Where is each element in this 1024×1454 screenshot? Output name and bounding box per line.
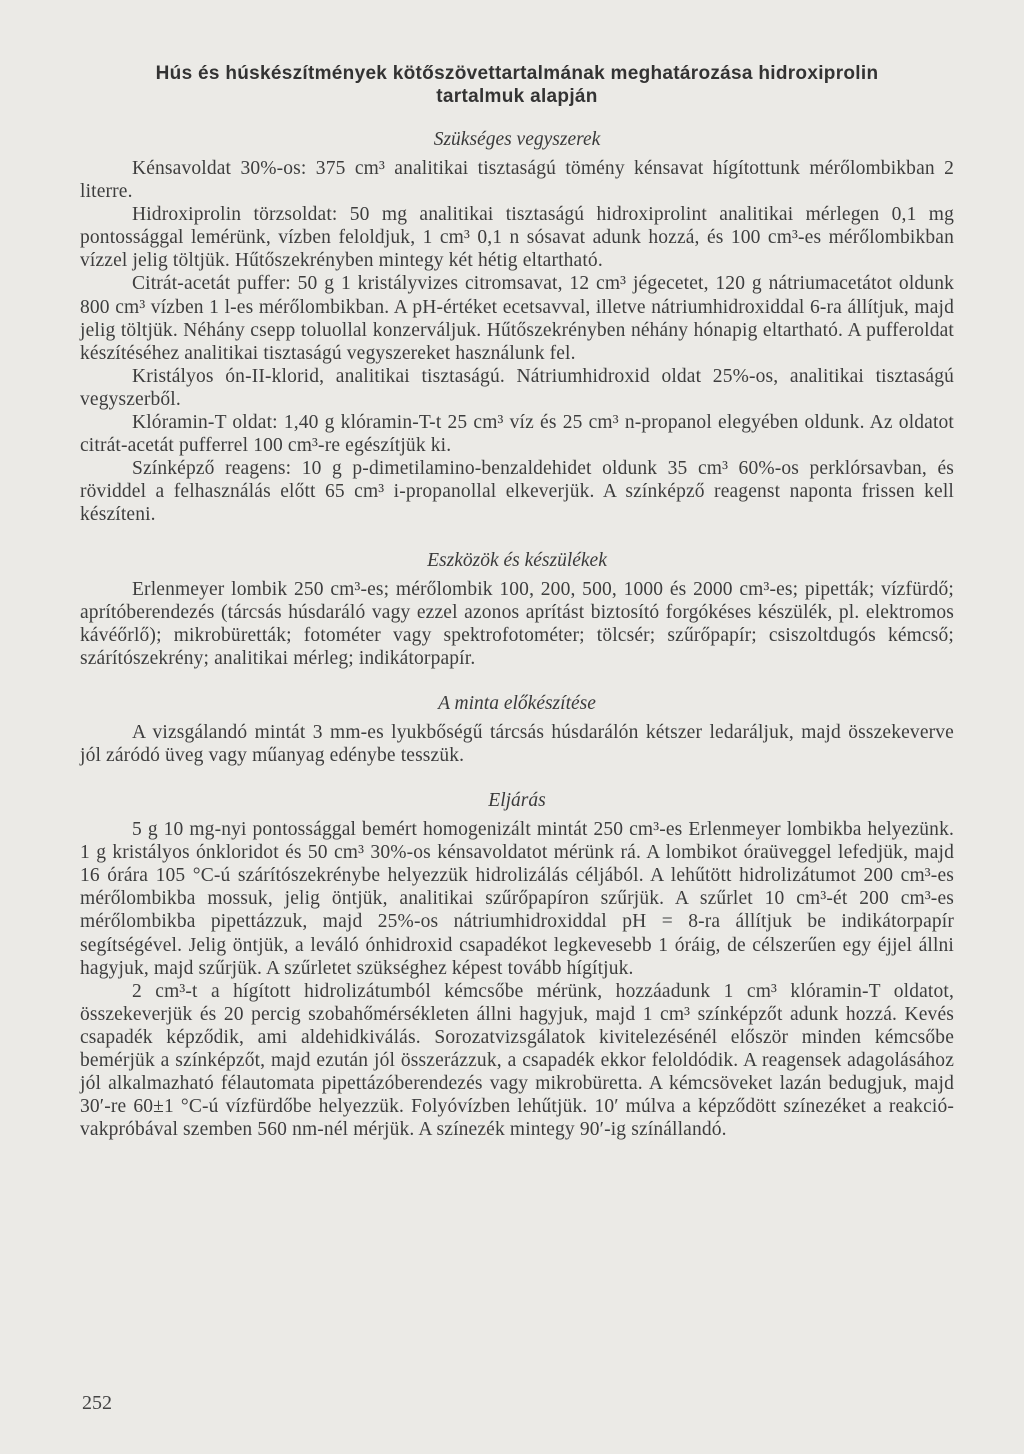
paragraph: 5 g 10 mg-nyi pontossággal bemért homogenizált mintát 250 cm³-es Erlenmeyer lombikba helyezünk. 1 g kristályos ónkloridot és 50 cm³ 30%-os kénsavoldatot mérünk rá. A lombikot óraüveggel lefedjük, majd 16 órára 105 °C-ú szárítószekrénybe helyezzük hidrolizálás céljából. A lehűtött hidrolizátumot 200 cm³-es mérőlombikba mossuk, jelig öntjük, analitikai szűrőpapíron szűrjük. A szűrlet 10 cm³-ét 200 cm³-es mérőlombikba pipettázzuk, majd 25%-os nátriumhidroxiddal pH = 8-ra állítjuk be indikátorpapír segítségével. Jelig öntjük, a leváló ónhidroxid csapadékot legkevesebb 1 óráig, de célszerűen egy éjjel állni hagyjuk, majd szűrjük. A szűrletet szükséghez képest tovább hígítjuk.	[80, 819, 954, 979]
paragraph: Színképző reagens: 10 g p-dimetilamino-benzaldehidet oldunk 35 cm³ 60%-os perklórsavban, és röviddel a felhasználás előtt 65 cm³ i-propanollal elkeverjük. A színképző reagenst naponta frissen kell készíteni.	[80, 458, 954, 526]
paragraph: 2 cm³-t a hígított hidrolizátumból kémcsőbe mérünk, hozzáadunk 1 cm³ klóramin-T oldatot, összekeverjük és 20 percig szobahőmérsékleten állni hagyjuk, majd 1 cm³ színképzőt adunk hozzá. Kevés csapadék képződik, ami aldehidkiválás. Sorozatvizsgálatok kivitelezésénél először minden kémcsőbe bemérjük a színképzőt, majd ezután jól összerázzuk, a csapadék ekkor feloldódik. A reagensek adagolásához jól alkalmazható félautomata pipettázóberendezés vagy mikrobüretta. A kémcsöveket lazán bedugjuk, majd 30′-re 60±1 °C-ú vízfürdőbe helyezzük. Folyóvízben lehűtjük. 10′ múlva a képződött színezéket a reakció-vakpróbával szemben 560 nm-nél mérjük. A színezék mintegy 90′-ig színállandó.	[80, 980, 954, 1141]
section-sample-preparation	[80, 692, 954, 767]
section-procedure	[80, 789, 954, 1141]
title-line-1: Hús és húskészítmények kötőszövettartalmának meghatározása hidroxiprolin	[155, 63, 879, 84]
section-equipment	[80, 549, 954, 670]
title-line-2: tartalmuk alapján	[436, 86, 598, 107]
paragraph: Erlenmeyer lombik 250 cm³-es; mérőlombik 100, 200, 500, 1000 és 2000 cm³-es; pipetták; vízfürdő; aprítóberendezés (tárcsás húsdaráló vagy ezzel azonos aprítást biztosító forgókéses készülék, pl. elektromos kávéőrlő); mikrobüretták; fotométer vagy spektrofotométer; tölcsér; szűrőpapír; csiszoltdugós kémcső; szárítószekrény; analitikai mérleg; indikátorpapír.	[80, 578, 954, 669]
section-heading: Eljárás	[488, 790, 546, 812]
page-number: 252	[82, 1392, 112, 1414]
section-chemicals	[80, 128, 954, 527]
paragraph: Hidroxiprolin törzsoldat: 50 mg analitikai tisztaságú hidroxiprolint analitikai mérlegen 0,1 mg pontossággal lemérünk, vízben feloldjuk, 1 cm³ 0,1 n sósavat adunk hozzá, és 100 cm³-es mérőlombikban vízzel jelig töltjük. Hűtőszekrényben mintegy két hétig eltartható.	[80, 204, 954, 272]
paragraph: A vizsgálandó mintát 3 mm-es lyukbőségű tárcsás húsdarálón kétszer ledaráljuk, majd összekeverve jól záródó üveg vagy műanyag edénybe tesszük.	[80, 721, 954, 766]
section-heading: A minta előkészítése	[438, 692, 596, 714]
document-title	[80, 62, 954, 108]
paragraph: Kristályos ón-II-klorid, analitikai tisztaságú. Nátriumhidroxid oldat 25%-os, analitikai tisztaságú vegyszerből.	[80, 365, 954, 410]
paragraph: Kénsavoldat 30%-os: 375 cm³ analitikai tisztaságú tömény kénsavat hígítottunk mérőlombikban 2 literre.	[80, 158, 954, 203]
section-heading: Eszközök és készülékek	[427, 549, 607, 571]
paragraph: Citrát-acetát puffer: 50 g 1 kristályvizes citromsavat, 12 cm³ jégecetet, 120 g nátriumacetátot oldunk 800 cm³ vízben 1 l-es mérőlombikban. A pH-értéket ecetsavval, illetve nátriumhidroxiddal 6-ra állítjuk, majd jelig töltjük. Néhány csepp toluollal konzerváljuk. Hűtőszekrényben néhány hónapig eltartható. A pufferoldat készítéséhez analitikai tisztaságú vegyszereket használunk fel.	[80, 273, 954, 364]
paragraph: Klóramin-T oldat: 1,40 g klóramin-T-t 25 cm³ víz és 25 cm³ n-propanol elegyében oldunk. Az oldatot citrát-acetát pufferrel 100 cm³-re egészítjük ki.	[80, 412, 954, 457]
section-heading: Szükséges vegyszerek	[433, 129, 601, 150]
